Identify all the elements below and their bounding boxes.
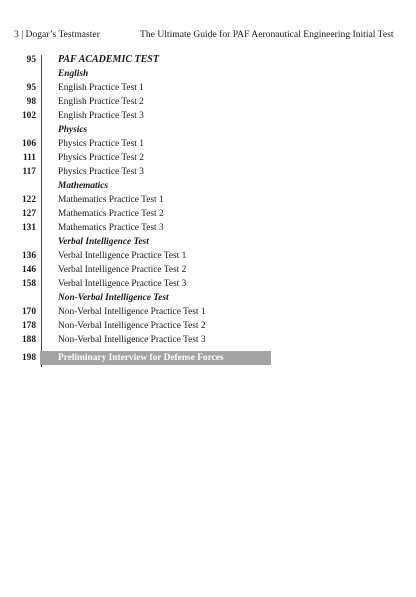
toc-entry-label: Non-Verbal Intelligence Practice Test 2 bbox=[58, 321, 206, 331]
toc-entry[interactable] bbox=[0, 277, 416, 291]
toc-entry[interactable] bbox=[0, 95, 416, 109]
toc-entry-label: English Practice Test 1 bbox=[58, 83, 144, 93]
toc-entry[interactable] bbox=[0, 193, 416, 207]
toc-page-number: 98 bbox=[26, 97, 36, 107]
toc-entry[interactable] bbox=[0, 319, 416, 333]
toc-page-number: 146 bbox=[21, 265, 36, 275]
toc-main-heading: PAF ACADEMIC TEST bbox=[58, 54, 159, 65]
toc-entry[interactable] bbox=[0, 305, 416, 319]
toc-section-mathematics bbox=[0, 179, 416, 193]
toc-page-number: 117 bbox=[22, 167, 36, 177]
toc-page-number: 111 bbox=[22, 153, 36, 163]
toc-entry-label: Mathematics Practice Test 1 bbox=[58, 195, 164, 205]
toc-entry-label: Physics Practice Test 3 bbox=[58, 167, 144, 177]
toc-entry[interactable] bbox=[0, 263, 416, 277]
toc-entry[interactable] bbox=[0, 81, 416, 95]
table-of-contents bbox=[0, 53, 416, 365]
toc-entry[interactable] bbox=[0, 151, 416, 165]
toc-entry-label: Mathematics Practice Test 2 bbox=[58, 209, 164, 219]
toc-page-number: 122 bbox=[21, 195, 36, 205]
toc-section-nonverbal bbox=[0, 291, 416, 305]
toc-page-number: 136 bbox=[21, 251, 36, 261]
toc-page-number: 106 bbox=[21, 139, 36, 149]
section-heading: Verbal Intelligence Test bbox=[58, 237, 149, 247]
page-header bbox=[0, 28, 416, 42]
toc-page-number: 95 bbox=[26, 55, 36, 65]
toc-entry-label: Verbal Intelligence Practice Test 1 bbox=[58, 251, 187, 261]
toc-section-physics bbox=[0, 123, 416, 137]
page-number-book-title: 3 | Dogar’s Testmaster bbox=[14, 29, 100, 40]
toc-entry[interactable] bbox=[0, 249, 416, 263]
guide-title: The Ultimate Guide for PAF Aeronautical Engineering Initial Test bbox=[140, 29, 394, 40]
toc-entry[interactable] bbox=[0, 207, 416, 221]
toc-entry-label: English Practice Test 2 bbox=[58, 97, 144, 107]
toc-entry[interactable] bbox=[0, 137, 416, 151]
toc-entry-label: Physics Practice Test 1 bbox=[58, 139, 144, 149]
section-heading: Non-Verbal Intelligence Test bbox=[58, 293, 169, 303]
toc-entry-interview[interactable] bbox=[0, 351, 416, 365]
toc-page-number: 170 bbox=[21, 307, 36, 317]
toc-entry-label: Verbal Intelligence Practice Test 2 bbox=[58, 265, 187, 275]
toc-entry[interactable] bbox=[0, 333, 416, 347]
toc-page-number: 95 bbox=[26, 83, 36, 93]
toc-page-number: 127 bbox=[21, 209, 36, 219]
section-heading: English bbox=[58, 69, 89, 79]
toc-section-english bbox=[0, 67, 416, 81]
toc-entry-label: Verbal Intelligence Practice Test 3 bbox=[58, 279, 187, 289]
toc-title-row bbox=[0, 53, 416, 67]
toc-section-verbal bbox=[0, 235, 416, 249]
toc-page-number: 198 bbox=[21, 353, 36, 363]
toc-entry-label: Non-Verbal Intelligence Practice Test 3 bbox=[58, 335, 206, 345]
toc-entry-label: Physics Practice Test 2 bbox=[58, 153, 144, 163]
toc-entry[interactable] bbox=[0, 165, 416, 179]
toc-entry-label: English Practice Test 3 bbox=[58, 111, 144, 121]
toc-entry[interactable] bbox=[0, 109, 416, 123]
toc-entry-label: Non-Verbal Intelligence Practice Test 1 bbox=[58, 307, 206, 317]
section-heading: Mathematics bbox=[58, 181, 109, 191]
toc-entry-label: Preliminary Interview for Defense Forces bbox=[58, 353, 224, 363]
toc-entry-label: Mathematics Practice Test 3 bbox=[58, 223, 164, 233]
toc-page-number: 158 bbox=[21, 279, 36, 289]
toc-page-number: 102 bbox=[21, 111, 36, 121]
toc-entry[interactable] bbox=[0, 221, 416, 235]
section-heading: Physics bbox=[58, 125, 88, 135]
toc-page-number: 178 bbox=[21, 321, 36, 331]
toc-page-number: 188 bbox=[21, 335, 36, 345]
toc-page-number: 131 bbox=[21, 223, 36, 233]
